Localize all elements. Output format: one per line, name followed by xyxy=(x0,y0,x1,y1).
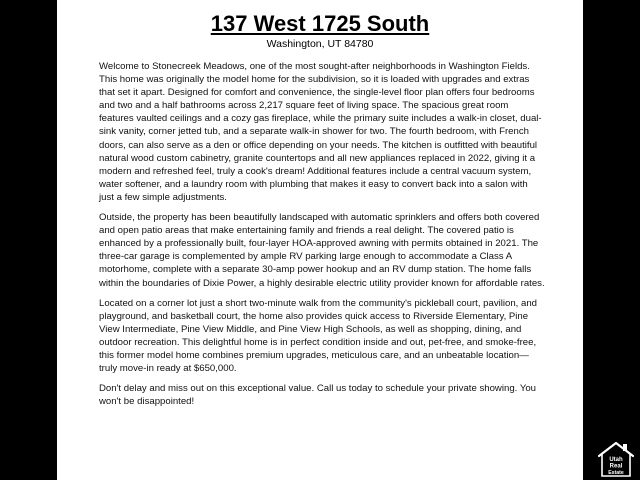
document-body xyxy=(99,60,545,415)
svg-text:Utah: Utah xyxy=(609,457,623,463)
svg-text:Real: Real xyxy=(609,463,623,470)
utah-real-estate-logo xyxy=(596,440,636,478)
paragraph-4: Don't delay and miss out on this exceptional value. Call us today to schedule your private showing. You won't be disappointed! xyxy=(99,383,537,408)
document-page xyxy=(57,0,583,480)
svg-text:Estate: Estate xyxy=(608,470,624,476)
paragraph-3: Located on a corner lot just a short two-minute walk from the community's pickleball court, pavilion, and playground, and basketball court, the home also provides quick access to Riverside Elementary, Pine View Intermediate, Pine View Middle, and Pine View High Schools, as well as shopping, dining, and outdoor recreation. This delightful home is in perfect condition inside and out, pet-free, and smoke-free, this former model home combines premium upgrades, meticulous care, and an unbeatable location—truly move-in ready at $650,000. xyxy=(99,297,538,375)
paragraph-1: Welcome to Stonecreek Meadows, one of the most sought-after neighborhoods in Washington Fields. This home was originally the model home for the subdivision, so it is loaded with upgrades and extras that set it apart. Designed for comfort and convenience, the single-level floor plan offers four bedrooms and two and a half bathrooms across 2,217 square feet of living space. The spacious great room features vaulted ceilings and a cozy gas fireplace, while the primary suite includes a walk-in closet, dual-sink vanity, corner jetted tub, and a separate walk-in shower for two. The fourth bedroom, with French doors, can also serve as a den or office depending on your needs. The kitchen is outfitted with beautiful natural wood custom cabinetry, granite countertops and all new appliances replaced in 2022, giving it a modern and refreshed feel, truly a cook's dream! Additional features include a central vacuum system, water softener, and a laundry room with plumbing that makes it easy to convert back into a salon with just a few simple adjustments. xyxy=(99,61,542,203)
page-title: 137 West 1725 South xyxy=(210,11,430,36)
house-icon xyxy=(596,440,636,478)
paragraph-2: Outside, the property has been beautifully landscaped with automatic sprinklers and offers both covered and open patio areas that make entertaining family and friends a real delight. The covered patio is enhanced by a professionally built, four-layer HOA-approved awning with permits obtained in 2021. The three-car garage is complemented by ample RV parking large enough to accommodate a Class A motorhome, complete with a separate 30-amp power hookup and an RV dump station. The home falls within the boundaries of Dixie Power, a highly desirable electric utility provider known for affordable rates. xyxy=(99,212,545,289)
page-subtitle: Washington, UT 84780 xyxy=(266,38,374,50)
